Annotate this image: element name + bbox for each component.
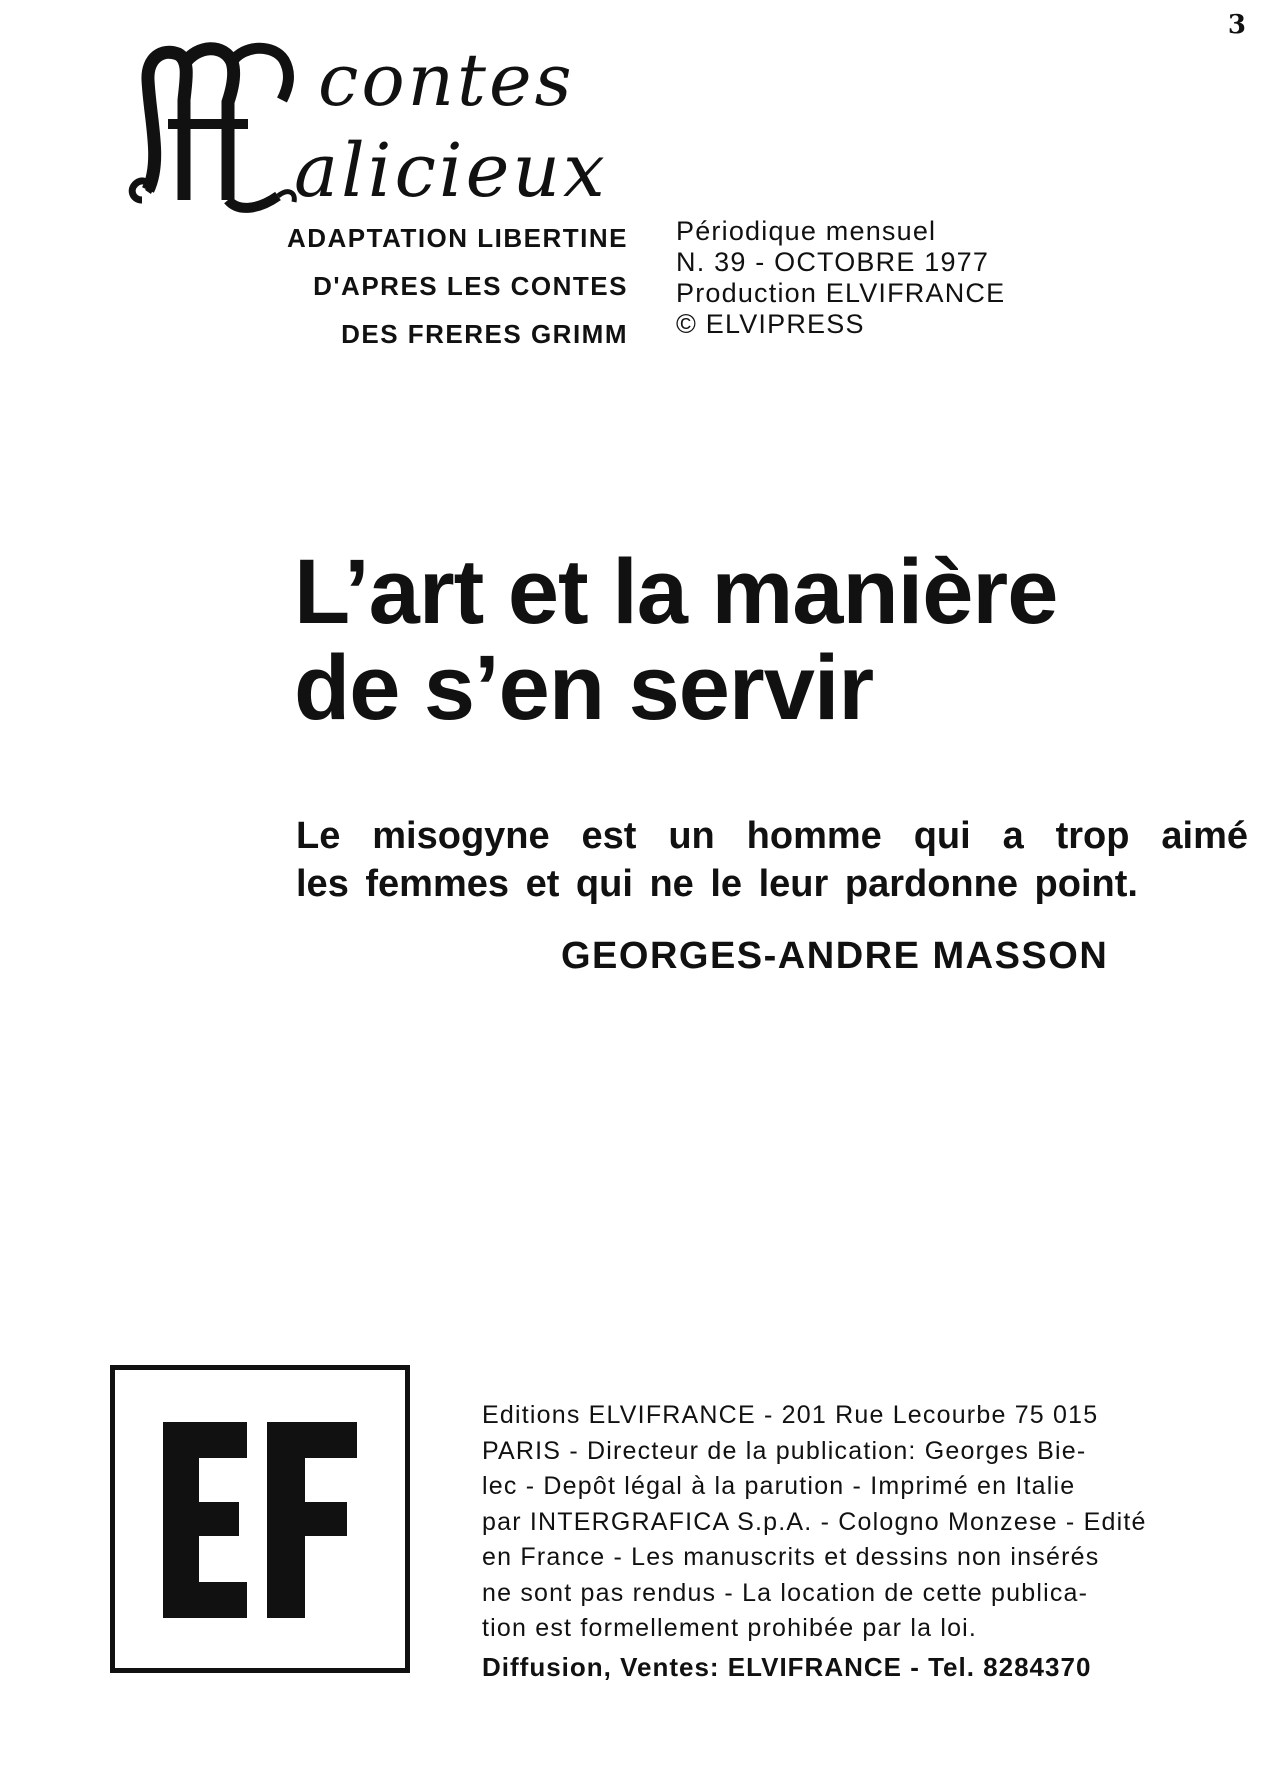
story-title [294, 541, 1058, 739]
imprint-line: Editions ELVIFRANCE - 201 Rue Lecourbe 75 015 [482, 1401, 1099, 1429]
periodical-line: Production ELVIFRANCE [676, 278, 1006, 308]
quote-line-2: les femmes et qui ne le leur pardonne point. [296, 863, 1138, 905]
publisher-logo-box [110, 1365, 410, 1673]
quote-word: Le [296, 815, 341, 857]
title-line-1: L’art et la manière [294, 541, 1058, 643]
quote-word: trop [1055, 815, 1130, 857]
adaptation-credit [200, 214, 628, 358]
periodical-info [676, 216, 1005, 340]
imprint-line: tion est formellement prohibée par la loi. [482, 1614, 978, 1642]
ornamental-m-glyph [128, 40, 298, 215]
quote-word: misogyne [372, 815, 550, 857]
adaptation-line: D'APRES LES CONTES [313, 271, 628, 301]
quote-line-1 [296, 812, 1248, 860]
imprint-line: PARIS - Directeur de la publication: Georges Bie- [482, 1436, 1087, 1465]
logo-word-contes: contes [318, 38, 575, 122]
imprint-line: en France - Les manuscrits et dessins non insérés [482, 1543, 1100, 1571]
imprint-line: ne sont pas rendus - La location de cette publica- [482, 1578, 1089, 1607]
ef-logo-letters [115, 1370, 116, 1371]
quote-word: a [1002, 815, 1024, 857]
epigraph-quote [296, 812, 1248, 908]
quote-word: qui [913, 815, 971, 857]
quote-word: aimé [1161, 815, 1248, 857]
periodical-line: Périodique mensuel [676, 216, 937, 246]
quote-word: est [581, 815, 637, 857]
imprint-notice [482, 1398, 1242, 1647]
masthead-logo [128, 34, 638, 214]
imprint-line: lec - Depôt légal à la parution - Imprimé en Italie [482, 1472, 1076, 1500]
ef-logo-icon [163, 1422, 363, 1618]
quote-author: GEORGES-ANDRE MASSON [561, 935, 1109, 977]
quote-word: homme [746, 815, 882, 857]
periodical-line: © ELVIPRESS [676, 309, 865, 339]
imprint-line: par INTERGRAFICA S.p.A. - Cologno Monzese - Edité [482, 1507, 1147, 1536]
title-line-2: de s’en servir [294, 637, 874, 739]
periodical-line: N. 39 - OCTOBRE 1977 [676, 247, 990, 277]
logo-word-malicieux: alicieux [294, 128, 608, 214]
quote-word: un [668, 815, 715, 857]
adaptation-line: ADAPTATION LIBERTINE [286, 223, 628, 253]
diffusion-contact: Diffusion, Ventes: ELVIFRANCE - Tel. 8284370 [482, 1652, 1092, 1682]
page-number: 3 [1227, 10, 1246, 40]
adaptation-line: DES FRERES GRIMM [341, 319, 628, 349]
